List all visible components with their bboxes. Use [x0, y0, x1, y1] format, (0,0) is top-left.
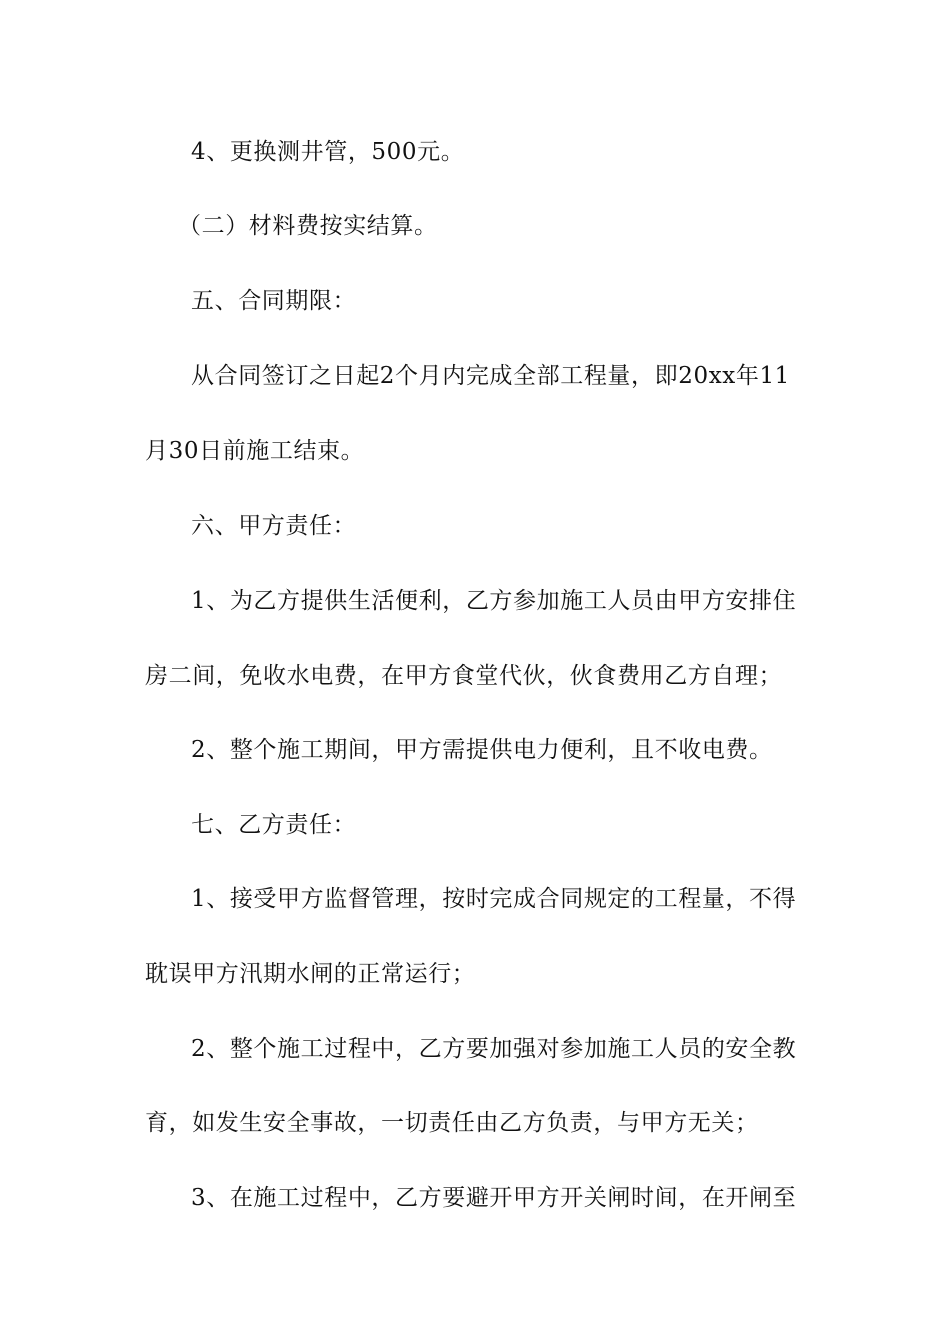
party-b-duty-2-line-1: 2、整个施工过程中，乙方要加强对参加施工人员的安全教: [191, 1036, 797, 1062]
material-cost-clause: （二）材料费按实结算。: [178, 213, 438, 239]
party-b-duty-3-line-1: 3、在施工过程中，乙方要避开甲方开关闸时间，在开闸至: [191, 1185, 797, 1211]
contract-term-line-2: 月30日前施工结束。: [145, 438, 365, 464]
section-heading-5: 五、合同期限：: [191, 288, 357, 314]
party-a-duty-1-line-2: 房二间，免收水电费，在甲方食堂代伙，伙食费用乙方自理；: [145, 663, 783, 689]
party-b-duty-2-line-2: 育，如发生安全事故，一切责任由乙方负责，与甲方无关；: [145, 1110, 759, 1136]
item-4-replace-pipe: 4、更换测井管，500元。: [191, 139, 465, 165]
contract-term-line-1: 从合同签订之日起2个月内完成全部工程量，即20xx年11: [191, 363, 790, 389]
section-heading-6: 六、甲方责任：: [191, 513, 357, 539]
party-a-duty-1-line-1: 1、为乙方提供生活便利，乙方参加施工人员由甲方安排住: [191, 588, 797, 614]
party-b-duty-1-line-2: 耽误甲方汛期水闸的正常运行；: [145, 961, 476, 987]
section-heading-7: 七、乙方责任：: [191, 812, 357, 838]
party-b-duty-1-line-1: 1、接受甲方监督管理，按时完成合同规定的工程量，不得: [191, 886, 797, 912]
party-a-duty-2: 2、整个施工期间，甲方需提供电力便利，且不收电费。: [191, 737, 773, 763]
